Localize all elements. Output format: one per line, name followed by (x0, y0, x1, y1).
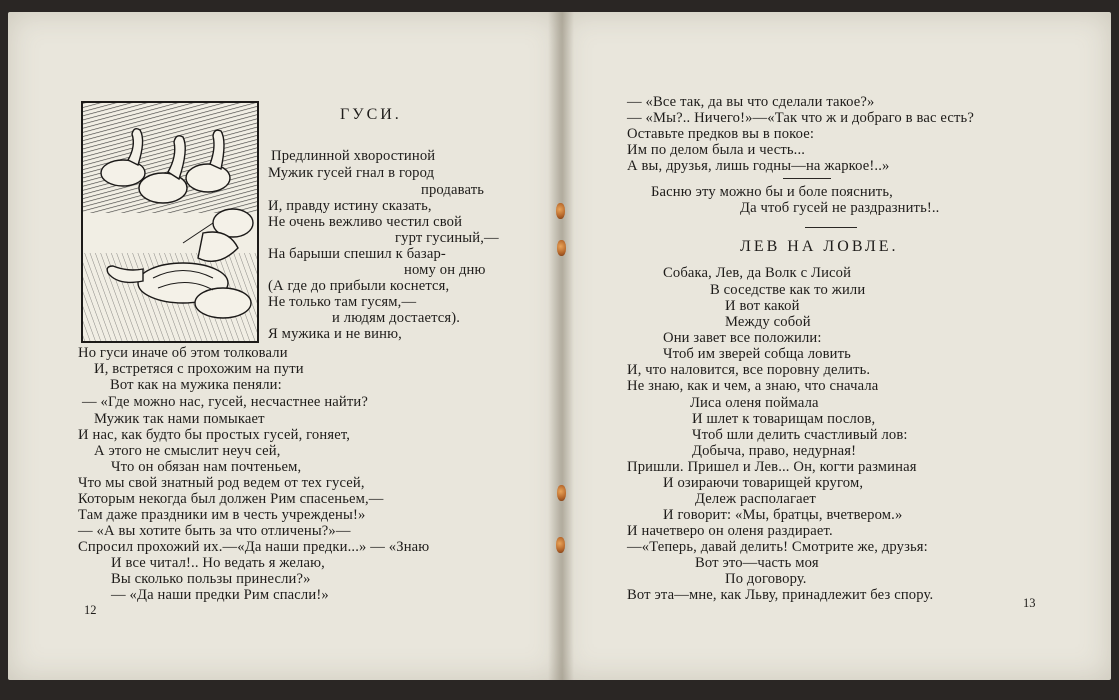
poem-line: Не знаю, как и чем, а знаю, что сначала (627, 378, 879, 394)
poem-line: Между собой (725, 314, 811, 330)
poem-line: Но гуси иначе об этом толковали (78, 345, 288, 361)
poem-line: Мужик гусей гнал в город (268, 165, 435, 181)
poem-line: Добыча, право, недурная! (692, 443, 857, 459)
poem-line: Вот эта—мне, как Льву, принадлежит без спору. (627, 587, 934, 603)
poem-line: — «Мы?.. Ничего!»—«Так что ж и добраго в вас есть? (627, 110, 974, 126)
left-title: ГУСИ. (340, 106, 402, 123)
binding-stitch (557, 240, 566, 256)
poem-line: Им по делом была и честь... (627, 142, 806, 158)
poem-line: На барыши спешил к базар- (268, 246, 446, 262)
poem-line: Что он обязан нам почтеньем, (111, 459, 302, 475)
poem-line: —«Теперь, давай делить! Смотрите же, друзья: (627, 539, 928, 555)
poem-line: Вы сколько пользы принесли?» (111, 571, 311, 587)
poem-line: И начетверо он оленя раздирает. (627, 523, 833, 539)
poem-line: По договору. (725, 571, 807, 587)
separator-rule (783, 178, 831, 179)
poem-line: И, правду истину сказать, (268, 198, 432, 214)
poem-line: (А где до прибыли коснется, (268, 278, 450, 294)
poem-line: Собака, Лев, да Волк с Лисой (663, 265, 852, 281)
poem-line: — «Где можно нас, гусей, несчастнее найти? (82, 394, 369, 410)
poem-line: А вы, друзья, лишь годны—на жаркое!..» (627, 158, 890, 174)
poem-line: Что мы свой знатный род ведем от тех гусей, (78, 475, 365, 491)
book-spine (548, 12, 574, 680)
poem-line: Не только там гусям,— (268, 294, 417, 310)
poem-line: И говорит: «Мы, братцы, вчетвером.» (663, 507, 903, 523)
page-number-right: 13 (1023, 596, 1036, 610)
poem-line: — «Все так, да вы что сделали такое?» (627, 94, 875, 110)
poem-line: И озираючи товарищей кругом, (663, 475, 864, 491)
binding-stitch (557, 485, 566, 501)
poem-line: Чтоб им зверей собща ловить (663, 346, 851, 362)
poem-line: гурт гусиный,— (395, 230, 499, 246)
poem-line: Я мужика и не виню, (268, 326, 402, 342)
geese-illustration (81, 101, 259, 343)
poem-line: Оставьте предков вы в покое: (627, 126, 815, 142)
poem-line: И, что наловится, все поровну делить. (627, 362, 871, 378)
poem-line: Чтоб шли делить счастливый лов: (692, 427, 908, 443)
binding-stitch (556, 537, 565, 553)
binding-stitch (556, 203, 565, 219)
poem-line: — «Да наши предки Рим спасли!» (111, 587, 329, 603)
poem-line: И все читал!.. Но ведать я желаю, (111, 555, 325, 571)
poem-line: Лиса оленя поймала (690, 395, 819, 411)
poem-line: Предлинной хворостиной (271, 148, 436, 164)
poem-line: И вот какой (725, 298, 800, 314)
right-title: ЛЕВ НА ЛОВЛЕ. (740, 238, 899, 255)
poem-line: И нас, как будто бы простых гусей, гоняет, (78, 427, 351, 443)
poem-line: Которым некогда был должен Рим спасеньем,— (78, 491, 384, 507)
poem-line: Они завет все положили: (663, 330, 822, 346)
poem-line: Дележ располагает (695, 491, 816, 507)
poem-line: и людям достается). (332, 310, 461, 326)
poem-line: Там даже праздники им в честь учреждены!» (78, 507, 366, 523)
page-number-left: 12 (84, 603, 97, 617)
poem-line: продавать (421, 182, 485, 198)
poem-line: Вот как на мужика пеняли: (110, 377, 282, 393)
separator-rule (805, 227, 857, 228)
poem-line: И шлет к товарищам послов, (692, 411, 876, 427)
poem-line: В соседстве как то жили (710, 282, 866, 298)
poem-line: И, встретяся с прохожим на пути (94, 361, 304, 377)
poem-line: Спросил прохожий их.—«Да наши предки...» — «Знаю (78, 539, 430, 555)
poem-line: ному он дню (404, 262, 486, 278)
poem-line: — «А вы хотите быть за что отличены?»— (78, 523, 351, 539)
poem-line: Пришли. Пришел и Лев... Он, когти разминая (627, 459, 917, 475)
moral-line: Басню эту можно бы и боле пояснить, (651, 184, 893, 200)
poem-line: Мужик так нами помыкает (94, 411, 265, 427)
geese-drawing (83, 103, 257, 341)
moral-line: Да чтоб гусей не раздразнить!.. (740, 200, 940, 216)
poem-line: Не очень вежливо честил свой (268, 214, 463, 230)
poem-line: Вот это—часть моя (695, 555, 819, 571)
poem-line: А этого не смыслит неуч сей, (94, 443, 281, 459)
